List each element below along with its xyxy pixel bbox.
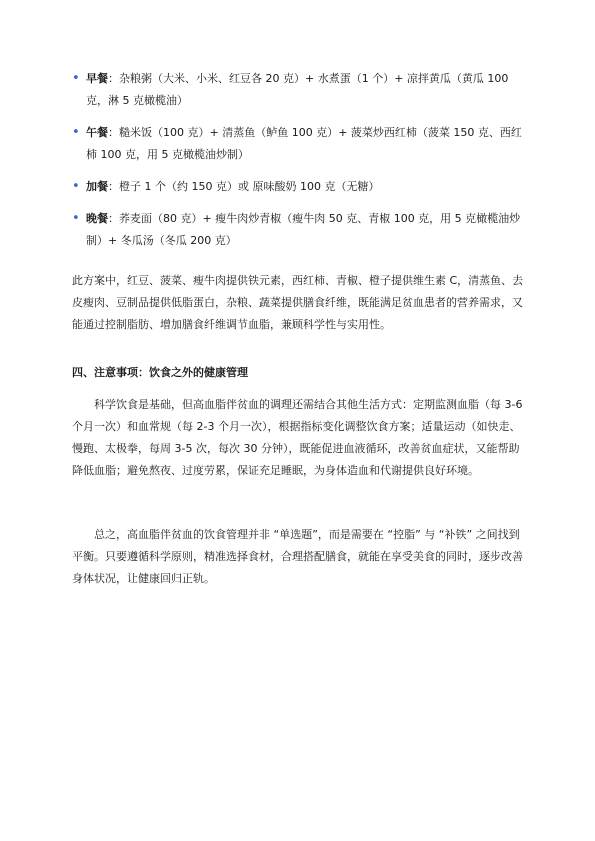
meal-label: 加餐 [86, 180, 108, 193]
section-heading: 四、注意事项：饮食之外的健康管理 [72, 366, 248, 379]
meal-item-breakfast [72, 68, 524, 112]
meal-description: ：橙子 1 个（约 150 克）或 原味酸奶 100 克（无糖） [108, 180, 380, 193]
summary-paragraph: 此方案中，红豆、菠菜、瘦牛肉提供铁元素，西红柿、青椒、橙子提供维生素 C，清蒸鱼、去皮瘦肉、豆制品提供低脂蛋白，杂粮、蔬菜提供膳食纤维，既能满足贫血患者的营养需求，又能通过控制脂肪、增加膳食纤维调节血脂，兼顾科学性与实用性。 [72, 274, 524, 331]
bullet-icon: • [72, 211, 80, 226]
bullet-icon: • [72, 125, 80, 140]
body-paragraph-2: 总之，高血脂伴贫血的饮食管理并非 “单选题”，而是需要在 “控脂” 与 “补铁” 之间找到平衡。只要遵循科学原则，精准选择食材，合理搭配膳食，就能在享受美食的同时，逐步改善身体状况，让健康回归正轨。 [72, 528, 523, 585]
meal-label: 早餐 [86, 72, 108, 85]
meal-description: ：荞麦面（80 克）+ 瘦牛肉炒青椒（瘦牛肉 50 克、青椒 100 克，用 5 克橄榄油炒制）+ 冬瓜汤（冬瓜 200 克） [86, 212, 521, 247]
meal-label: 午餐 [86, 126, 108, 139]
body-paragraph-1: 科学饮食是基础，但高血脂伴贫血的调理还需结合其他生活方式：定期监测血脂（每 3-6 个月一次）和血常规（每 2-3 个月一次），根据指标变化调整饮食方案；适量运动（如快走、慢跑、太极拳，每周 3-5 次，每次 30 分钟），既能促进血液循环，改善贫血症状，又能帮助降低血脂；避免熬夜、过度劳累，保证充足睡眠，为身体造血和代谢提供良好环境。 [72, 398, 523, 477]
meal-item-lunch [72, 122, 524, 166]
meal-description: ：糙米饭（100 克）+ 清蒸鱼（鲈鱼 100 克）+ 菠菜炒西红柿（菠菜 150 克、西红柿 100 克，用 5 克橄榄油炒制） [86, 126, 522, 161]
meal-plan-list [72, 68, 524, 262]
bullet-icon: • [72, 71, 80, 86]
meal-description: ：杂粮粥（大米、小米、红豆各 20 克）+ 水煮蛋（1 个）+ 凉拌黄瓜（黄瓜 100 克，淋 5 克橄榄油） [86, 72, 509, 107]
meal-item-snack [72, 176, 524, 198]
bullet-icon: • [72, 179, 80, 194]
meal-item-dinner [72, 208, 524, 252]
meal-label: 晚餐 [86, 212, 108, 225]
